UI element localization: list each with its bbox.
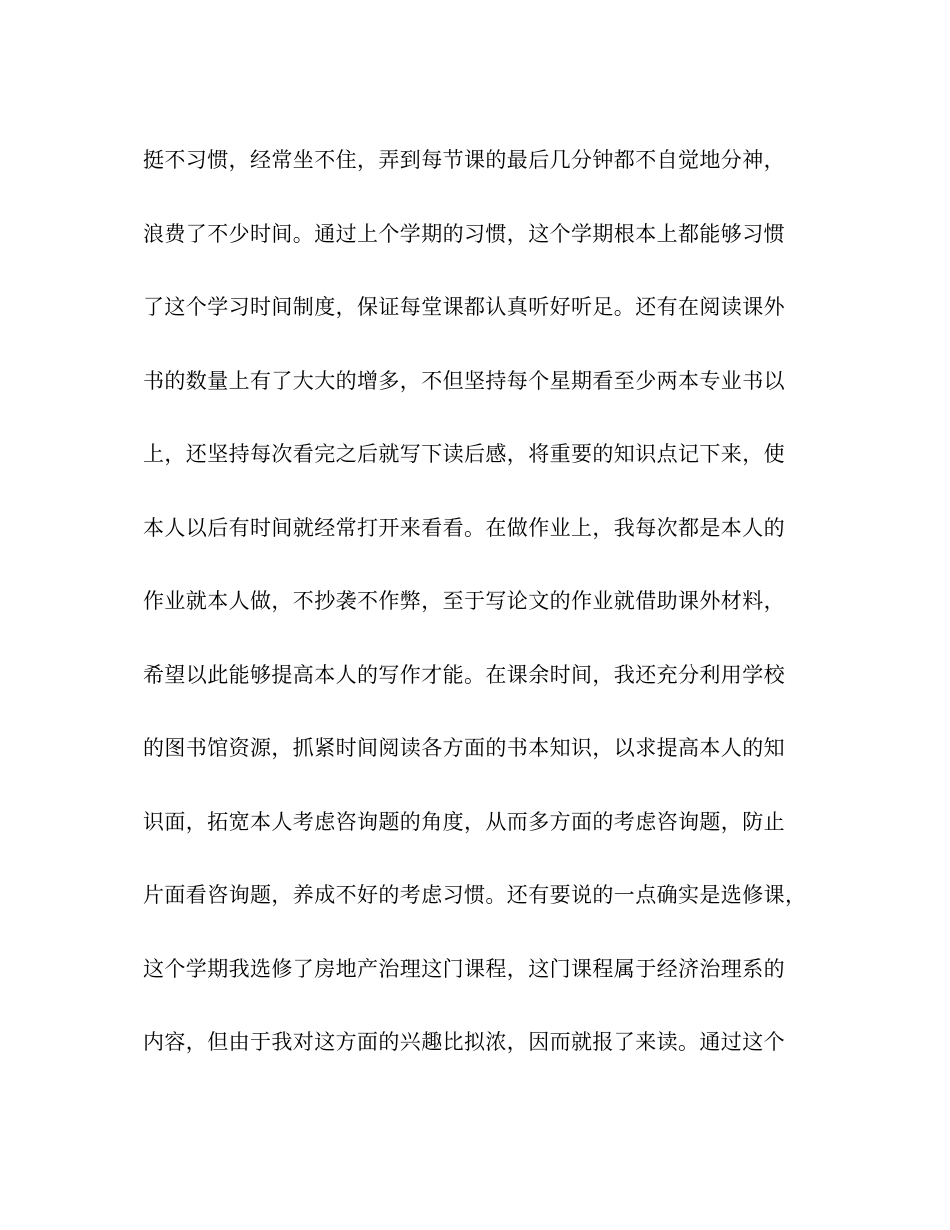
text-line: 希望以此能够提高本人的写作才能。在课余时间，我还充分利用学校 [143, 662, 785, 687]
text-line: 书的数量上有了大大的增多，不但坚持每个星期看至少两本专业书以 [143, 368, 785, 393]
text-line: 了这个学习时间制度，保证每堂课都认真听好听足。还有在阅读课外 [143, 295, 785, 319]
text-line: 作业就本人做，不抄袭不作弊，至于写论文的作业就借助课外材料， [143, 589, 785, 613]
text-line: 挺不习惯，经常坐不住，弄到每节课的最后几分钟都不自觉地分神， [143, 148, 785, 172]
text-line: 本人以后有时间就经常打开来看看。在做作业上，我每次都是本人的 [143, 515, 785, 540]
text-line: 这个学期我选修了房地产治理这门课程，这门课程属于经济治理系的 [143, 956, 785, 981]
text-line: 浪费了不少时间。通过上个学期的习惯，这个学期根本上都能够习惯 [143, 221, 785, 246]
body-paragraph [143, 142, 813, 1098]
text-line: 片面看咨询题，养成不好的考虑习惯。还有要说的一点确实是选修课， [143, 883, 807, 907]
text-line: 上，还坚持每次看完之后就写下读后感，将重要的知识点记下来，使 [143, 442, 785, 466]
text-line: 识面，拓宽本人考虑咨询题的角度，从而多方面的考虑咨询题，防止 [143, 809, 785, 834]
text-line: 内容，但由于我对这方面的兴趣比拟浓，因而就报了来读。通过这个 [143, 1030, 785, 1054]
text-line: 的图书馆资源，抓紧时间阅读各方面的书本知识，以求提高本人的知 [143, 736, 785, 760]
